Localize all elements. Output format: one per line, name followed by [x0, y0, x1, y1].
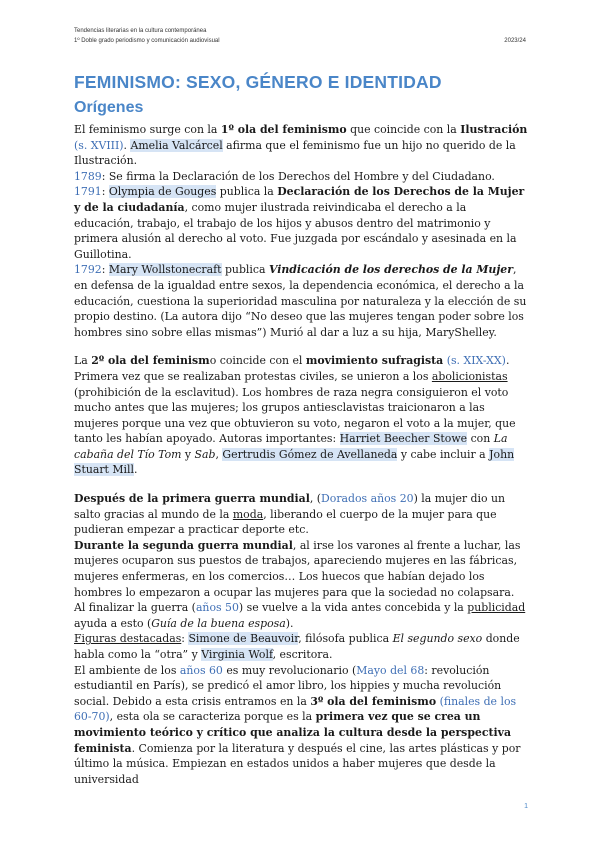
paragraph-ilustracion: El feminismo surge con la 1º ola del feminismo que coincide con la Ilustración (s. XVIII). Amelia Valcárcel afirma que el feminismo fue un hijo no querido de la Ilustración.: [74, 123, 528, 168]
paragraph-1791: 1791: Olympia de Gouges publica la Declaración de los Derechos de la Mujer y de la ciudadanía, como mujer ilustrada reivindicaba el derecho a la educación, trabajo, el trabajo de los hijos y abusos dentro del matrimonio y primera alusión al derecho al voto. Fue juzgada por escándalo y asesinada en la Guillotina.: [74, 185, 525, 261]
paragraph-1789: 1789: Se firma la Declaración de los Derechos del Hombre y del Ciudadano.: [74, 169, 495, 183]
paragraph-1792: 1792: Mary Wollstonecraft publica Vindicación de los derechos de la Mujer, en defensa de la igualdad entre sexos, la dependencia económica, el derecho a la educación, cuestiona la superioridad masculina por naturaleza y la elección de su propio destino. (La autora dijo “No deseo que las mujeres tengan poder sobre los hombres sino sobre ellas mismas”) Murió al dar a luz a su hija, MaryShelley.: [74, 263, 527, 339]
header-year: 2023/24: [504, 38, 526, 44]
section-heading: Orígenes: [74, 99, 144, 116]
paragraph-figures: Figuras destacadas: Simone de Beauvoir, filósofa publica El segundo sexo donde habla como la “otra” y Virginia Wolf, escritora.: [74, 632, 520, 661]
page-header: [74, 26, 526, 46]
header-degree: 1º Doble grado periodismo y comunicación audiovisual: [74, 38, 220, 44]
paragraph-second-war: Durante la segunda guerra mundial, al irse los varones al frente a luchar, las mujeres ocuparon sus puestos de trabajos, apareciendo mujeres en las fábricas, mujeres enfermeras, en los comercios… Los huecos que habían dejado los hombres lo empezaron a ocupar las mujeres para que la sociedad no colapsara. Al finalizar la guerra (años 50) se vuelve a la vida antes concebida y la publicidad ayuda a esto (Guía de la buena esposa).: [74, 538, 526, 630]
page-title: FEMINISMO: SEXO, GÉNERO E IDENTIDAD: [74, 72, 442, 92]
header-course: Tendencias literarias en la cultura contemporánea: [74, 28, 207, 34]
paragraph-third-wave: El ambiente de los años 60 es muy revolucionario (Mayo del 68: revolución estudiantil en París), se predicó el amor libro, los hippies y mucha revolución social. Debido a esta crisis entramos en la 3º ola del feminismo (finales de los 60-70), esta ola se caracteriza porque es la primera vez que se crea un movimiento teórico y crítico que analiza la cultura desde la perspectiva feminista. Comienza por la literatura y después el cine, las artes plásticas y por último la música. Empiezan en estados unidos a haber mujeres que desde la universidad: [74, 663, 521, 786]
page-number: 1: [524, 803, 528, 810]
paragraph-first-war: Después de la primera guerra mundial, (Dorados años 20) la mujer dio un salto gracias al mundo de la moda, liberando el cuerpo de la mujer para que pudieran empezar a practicar deporte etc.: [74, 492, 506, 537]
document-body: [74, 122, 529, 787]
highlight-name: Amelia Valcárcel: [130, 138, 223, 152]
paragraph-second-wave: La 2º ola del feminismo coincide con el movimiento sufragista (s. XIX-XX). Primera vez que se realizaban protestas civiles, se unieron a los abolicionistas (prohibición de la esclavitud). Los hombres de raza negra consiguieron el voto mucho antes que las mujeres; los grupos antiesclavistas traicionaron a las mujeres porque una vez que obtuvieron su voto, negaron el voto a la mujer, que tanto les habían apoyado. Autoras importantes: Harriet Beecher Stowe con La cabaña del Tío Tom y Sab, Gertrudis Gómez de Avellaneda y cabe incluir a John Stuart Mill.: [74, 354, 516, 477]
